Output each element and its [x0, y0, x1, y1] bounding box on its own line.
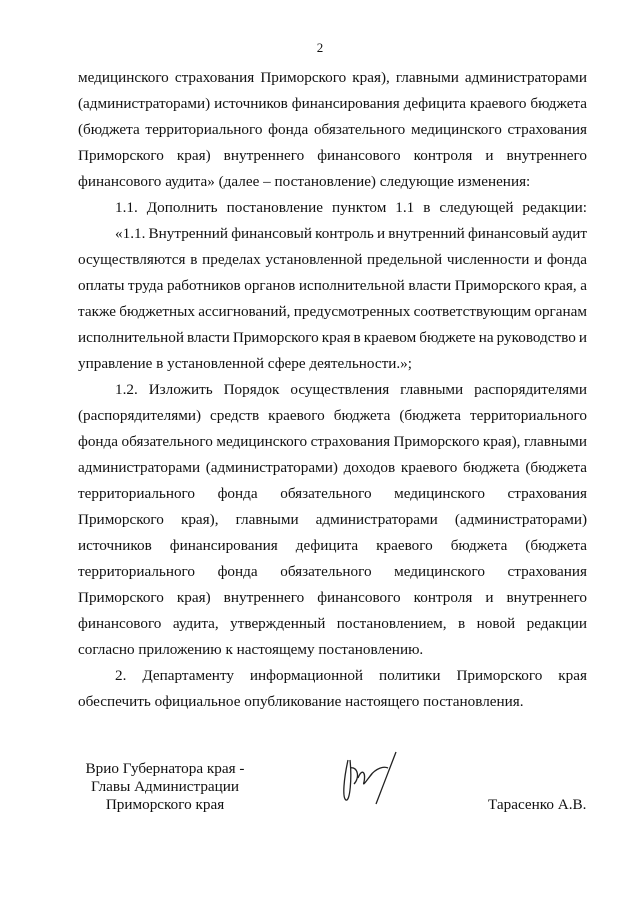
paragraph-line: согласно приложению к настоящему постановлению. — [78, 641, 424, 658]
signatory-position-line: Главы Администрации — [90, 778, 240, 795]
paragraph-line: финансового аудита, утвержденный постановлением, в новой редакции — [78, 615, 587, 632]
signatory-position-line: Приморского края — [105, 796, 225, 813]
paragraph-line: «1.1. Внутренний финансовый контроль и внутренний финансовый аудит — [115, 225, 587, 242]
paragraph-line: (бюджета территориального фонда обязательного медицинского страхования — [78, 121, 587, 138]
paragraph-line: обеспечить официальное опубликование настоящего постановления. — [78, 693, 524, 710]
handwritten-signature — [336, 748, 416, 808]
signatory-name: Тарасенко А.В. — [488, 796, 587, 813]
paragraph-line: территориального фонда обязательного медицинского страхования — [78, 485, 587, 502]
paragraph-line: исполнительной власти Приморского края в краевом бюджете на руководство и — [78, 329, 587, 346]
paragraph-line: территориального фонда обязательного медицинского страхования — [78, 563, 587, 580]
signatory-position — [70, 760, 260, 814]
paragraph-line: 2. Департаменту информационной политики Приморского края — [115, 667, 587, 684]
paragraph-line: оплаты труда работников органов исполнительной власти Приморского края, а — [78, 277, 587, 294]
paragraph-line: (распорядителями) средств краевого бюджета (бюджета территориального — [78, 407, 587, 424]
paragraph-line: 1.2. Изложить Порядок осуществления главными распорядителями — [115, 381, 587, 398]
paragraph-line: (администраторами) источников финансирования дефицита краевого бюджета — [78, 95, 587, 112]
paragraph-line: источников финансирования дефицита краевого бюджета (бюджета — [78, 537, 587, 554]
paragraph-line: финансового аудита» (далее – постановление) следующие изменения: — [78, 173, 531, 190]
paragraph-line: 1.1. Дополнить постановление пунктом 1.1 в следующей редакции: — [115, 199, 587, 216]
paragraph-line: фонда обязательного медицинского страхования Приморского края), главными — [78, 433, 587, 450]
paragraph-line: Приморского края) внутреннего финансового контроля и внутреннего — [78, 147, 587, 164]
paragraph-line: медицинского страхования Приморского края), главными администраторами — [78, 69, 587, 86]
paragraph-line: также бюджетных ассигнований, предусмотренных соответствующим органам — [78, 303, 587, 320]
paragraph-line: Приморского края) внутреннего финансового контроля и внутреннего — [78, 589, 587, 606]
paragraph-line: осуществляются в пределах установленной предельной численности и фонда — [78, 251, 587, 268]
document-body — [78, 65, 587, 715]
paragraph-line: управление в установленной сфере деятельности.»; — [78, 355, 412, 372]
page-number: 2 — [316, 40, 324, 55]
signatory-position-line: Врио Губернатора края - — [85, 760, 245, 777]
paragraph-line: Приморского края), главными администраторами (администраторами) — [78, 511, 587, 528]
paragraph-line: администраторами (администраторами) доходов краевого бюджета (бюджета — [78, 459, 587, 476]
